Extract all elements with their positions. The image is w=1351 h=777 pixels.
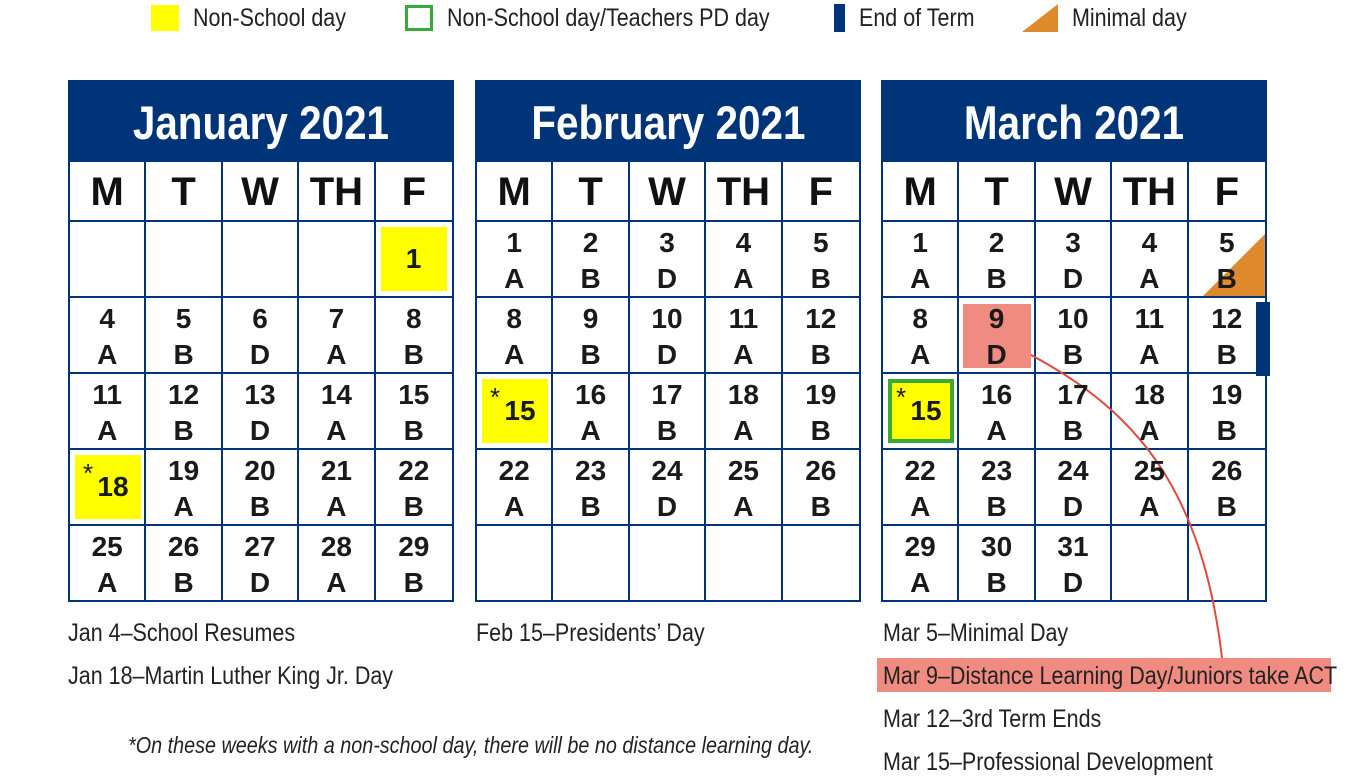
day-letter: B	[986, 567, 1007, 598]
day-letter: A	[1139, 339, 1160, 370]
day-number: 30	[981, 531, 1013, 562]
day-letter: B	[810, 415, 831, 446]
day-number-text: 15	[504, 395, 536, 426]
day-letter: B	[173, 567, 194, 598]
day-cell	[630, 450, 706, 526]
day-letter: D	[249, 415, 271, 446]
day-cell	[477, 222, 553, 298]
day-number: 5	[813, 227, 829, 258]
day-cell	[70, 374, 146, 450]
day-letter: A	[173, 491, 194, 522]
day-number: 8	[406, 303, 422, 334]
day-cell	[376, 222, 452, 298]
day-cell	[1189, 450, 1265, 526]
day-number: 9	[988, 303, 1005, 334]
day-cell	[783, 374, 859, 450]
day-number: 3	[659, 227, 675, 258]
day-cell	[706, 298, 782, 374]
day-letter: A	[910, 567, 931, 598]
day-number: 18	[1133, 379, 1165, 410]
day-number: 17	[1057, 379, 1089, 410]
day-letter: B	[810, 339, 831, 370]
day-letter: B	[986, 263, 1007, 294]
day-letter: A	[1139, 415, 1160, 446]
day-cell	[553, 298, 629, 374]
day-number: 9	[582, 303, 599, 334]
day-cell	[1189, 374, 1265, 450]
day-letter: A	[910, 263, 931, 294]
day-letter: B	[403, 567, 424, 598]
day-number	[75, 455, 141, 519]
note-mar-5: Mar 5–Minimal Day	[883, 619, 1069, 647]
asterisk: *	[490, 382, 501, 412]
weekday-header: TH	[299, 162, 375, 222]
day-letter: B	[173, 415, 194, 446]
day-number: 19	[805, 379, 837, 410]
day-letter: A	[733, 415, 754, 446]
day-letter: A	[326, 415, 347, 446]
day-number: 10	[651, 303, 683, 334]
day-cell	[553, 450, 629, 526]
note-jan-4: Jan 4–School Resumes	[68, 619, 296, 647]
day-letter: A	[97, 415, 118, 446]
day-cell	[1112, 526, 1188, 602]
day-number: 2	[582, 227, 599, 258]
day-number	[888, 379, 954, 443]
day-cell	[783, 526, 859, 602]
month-title	[883, 82, 1265, 162]
weekday-header: M	[477, 162, 553, 222]
day-number: 29	[398, 531, 430, 562]
day-letter: B	[986, 491, 1007, 522]
day-cell	[630, 298, 706, 374]
day-letter: D	[656, 263, 678, 294]
day-letter: B	[403, 415, 424, 446]
day-number: 11	[92, 379, 122, 410]
note-feb-15: Feb 15–Presidents’ Day	[476, 619, 705, 647]
day-cell	[376, 374, 452, 450]
asterisk: *	[83, 458, 94, 488]
day-cell	[1189, 222, 1265, 298]
day-number: 20	[244, 455, 276, 486]
day-letter: D	[986, 339, 1007, 370]
note-mar-15: Mar 15–Professional Development	[883, 748, 1213, 776]
day-number	[381, 227, 447, 291]
month-title	[477, 82, 859, 162]
day-number: 26	[168, 531, 200, 562]
day-number: 24	[1057, 455, 1089, 486]
day-cell	[783, 222, 859, 298]
day-cell	[1189, 526, 1265, 602]
day-cell	[299, 526, 375, 602]
day-cell	[553, 222, 629, 298]
note-jan-18: Jan 18–Martin Luther King Jr. Day	[68, 662, 394, 690]
legend-item-non-school-day	[151, 2, 371, 34]
day-cell	[706, 450, 782, 526]
month-title	[70, 82, 452, 162]
day-cell	[883, 450, 959, 526]
day-number: 1	[506, 227, 522, 258]
day-cell	[146, 526, 222, 602]
day-cell	[223, 374, 299, 450]
footnote: *On these weeks with a non-school day, there will be no distance learning day.	[128, 732, 814, 758]
day-number: 26	[1211, 455, 1243, 486]
day-letter: A	[504, 263, 525, 294]
day-letter: A	[326, 491, 347, 522]
day-number: 19	[1211, 379, 1243, 410]
note-mar-9: Mar 9–Distance Learning Day/Juniors take ACT	[883, 662, 1338, 690]
day-number: 19	[168, 455, 200, 486]
day-cell	[959, 298, 1035, 374]
day-cell	[1189, 298, 1265, 374]
day-letter: D	[1062, 491, 1084, 522]
weekday-header: TH	[1112, 162, 1188, 222]
day-letter: B	[173, 339, 194, 370]
day-cell	[1112, 450, 1188, 526]
day-cell	[959, 374, 1035, 450]
day-letter: A	[733, 491, 754, 522]
day-letter: A	[326, 567, 347, 598]
weekday-header: T	[146, 162, 222, 222]
day-number: 12	[1211, 303, 1243, 334]
weekday-header: M	[70, 162, 146, 222]
day-number: 8	[506, 303, 522, 334]
day-cell	[1112, 222, 1188, 298]
day-letter: B	[403, 491, 424, 522]
day-number: 2	[988, 227, 1005, 258]
month-title-text: February 2021	[530, 96, 806, 149]
day-number: 16	[575, 379, 607, 410]
day-cell	[477, 526, 553, 602]
day-cell	[783, 450, 859, 526]
yellow-square-icon	[151, 5, 179, 31]
weekday-header: W	[630, 162, 706, 222]
day-number: 5	[1219, 227, 1235, 258]
day-cell	[706, 526, 782, 602]
month-title-text: January 2021	[132, 96, 390, 149]
day-number: 23	[575, 455, 607, 486]
day-letter: B	[403, 339, 424, 370]
day-number: 17	[651, 379, 683, 410]
day-cell	[223, 526, 299, 602]
day-cell	[1036, 374, 1112, 450]
day-number: 4	[99, 303, 115, 334]
day-cell	[477, 298, 553, 374]
day-number: 3	[1065, 227, 1081, 258]
day-letter: B	[810, 263, 831, 294]
day-cell	[146, 450, 222, 526]
weekday-header: F	[376, 162, 452, 222]
weekday-header: W	[1036, 162, 1112, 222]
day-letter: A	[910, 491, 931, 522]
day-cell	[553, 374, 629, 450]
day-cell	[299, 450, 375, 526]
day-cell	[299, 298, 375, 374]
day-number: 29	[904, 531, 936, 562]
weekday-header: TH	[706, 162, 782, 222]
day-number: 14	[320, 379, 352, 410]
day-letter: B	[1062, 339, 1084, 370]
day-letter: B	[580, 339, 601, 370]
day-number: 26	[805, 455, 837, 486]
day-number-text: 18	[97, 471, 129, 502]
day-number: 12	[805, 303, 837, 334]
weekday-header: W	[223, 162, 299, 222]
day-letter: B	[580, 263, 601, 294]
day-cell	[70, 222, 146, 298]
day-cell	[376, 298, 452, 374]
day-number: 27	[244, 531, 276, 562]
legend-label: Non-School day	[193, 3, 346, 32]
day-number: 25	[91, 531, 123, 562]
day-number: 6	[252, 303, 268, 334]
day-number: 24	[651, 455, 683, 486]
legend	[0, 0, 1351, 40]
day-cell	[706, 374, 782, 450]
asterisk: *	[896, 382, 907, 412]
day-letter: D	[249, 567, 271, 598]
day-number: 5	[175, 303, 192, 334]
day-cell	[630, 374, 706, 450]
day-number-text: 1	[405, 243, 422, 274]
day-number: 13	[244, 379, 276, 410]
weekday-header: T	[959, 162, 1035, 222]
orange-triangle-icon	[1022, 4, 1058, 32]
day-cell	[299, 374, 375, 450]
day-letter: A	[1139, 491, 1160, 522]
day-number: 10	[1057, 303, 1089, 334]
day-cell	[959, 450, 1035, 526]
weekday-header: T	[553, 162, 629, 222]
day-cell	[477, 374, 553, 450]
day-cell	[959, 222, 1035, 298]
day-letter: B	[580, 491, 601, 522]
day-cell	[630, 526, 706, 602]
day-number: 12	[168, 379, 200, 410]
day-cell	[1036, 526, 1112, 602]
day-letter: B	[656, 415, 678, 446]
day-cell	[376, 526, 452, 602]
day-letter: A	[326, 339, 347, 370]
day-letter: D	[1062, 567, 1084, 598]
day-number: 18	[727, 379, 759, 410]
day-cell	[1036, 298, 1112, 374]
day-number: 15	[398, 379, 430, 410]
day-number: 22	[904, 455, 936, 486]
day-grid	[883, 162, 1265, 602]
day-number: 23	[981, 455, 1013, 486]
day-number: 16	[981, 379, 1013, 410]
day-cell	[146, 298, 222, 374]
day-letter: B	[1216, 339, 1237, 370]
day-number: 28	[320, 531, 352, 562]
day-number-text: 15	[910, 395, 942, 426]
day-letter: B	[1216, 415, 1237, 446]
day-cell	[883, 374, 959, 450]
day-letter: B	[249, 491, 271, 522]
calendar-february	[475, 80, 861, 602]
day-letter: D	[656, 339, 678, 370]
legend-label: Minimal day	[1072, 3, 1187, 32]
navy-bar-icon	[834, 4, 845, 32]
day-grid	[70, 162, 452, 602]
legend-item-teachers-pd-day	[405, 2, 822, 34]
day-number: 11	[728, 303, 759, 334]
day-letter: A	[97, 567, 118, 598]
day-number: 21	[320, 455, 352, 486]
day-letter: D	[656, 491, 678, 522]
day-cell	[883, 222, 959, 298]
day-cell	[299, 222, 375, 298]
day-cell	[553, 526, 629, 602]
day-cell	[223, 450, 299, 526]
day-number: 4	[1141, 227, 1158, 258]
day-cell	[630, 222, 706, 298]
weekday-header: F	[1189, 162, 1265, 222]
day-letter: A	[504, 491, 525, 522]
legend-item-minimal-day	[1022, 2, 1205, 34]
month-title-text: March 2021	[963, 96, 1185, 149]
day-number: 4	[735, 227, 752, 258]
legend-label: Non-School day/Teachers PD day	[447, 3, 770, 32]
day-letter: A	[504, 339, 525, 370]
day-number: 22	[398, 455, 430, 486]
day-number: 25	[1133, 455, 1165, 486]
day-cell	[883, 526, 959, 602]
day-cell	[146, 222, 222, 298]
note-mar-12: Mar 12–3rd Term Ends	[883, 705, 1102, 733]
day-letter: B	[1216, 491, 1237, 522]
day-letter: B	[1062, 415, 1084, 446]
day-cell	[1112, 374, 1188, 450]
weekday-header: M	[883, 162, 959, 222]
day-cell	[376, 450, 452, 526]
day-letter: D	[1062, 263, 1084, 294]
day-number: 11	[1134, 303, 1165, 334]
day-letter: B	[810, 491, 831, 522]
day-cell	[223, 222, 299, 298]
day-number: 31	[1057, 531, 1089, 562]
day-cell	[146, 374, 222, 450]
calendar-march	[881, 80, 1267, 602]
day-letter: A	[1139, 263, 1160, 294]
day-grid	[477, 162, 859, 602]
day-cell	[1112, 298, 1188, 374]
day-letter: A	[733, 263, 754, 294]
day-cell	[783, 298, 859, 374]
weekday-header: F	[783, 162, 859, 222]
legend-item-end-of-term	[834, 2, 993, 34]
day-cell	[223, 298, 299, 374]
green-outline-square-icon	[405, 5, 433, 31]
day-letter: A	[986, 415, 1007, 446]
day-number: 1	[912, 227, 928, 258]
day-number: 25	[727, 455, 759, 486]
day-letter: A	[733, 339, 754, 370]
day-cell	[706, 222, 782, 298]
day-letter: B	[1216, 263, 1237, 294]
day-cell	[70, 298, 146, 374]
day-number	[482, 379, 548, 443]
day-cell	[883, 298, 959, 374]
day-letter: A	[97, 339, 118, 370]
day-letter: A	[580, 415, 601, 446]
day-cell	[1036, 222, 1112, 298]
day-cell	[477, 450, 553, 526]
day-cell	[959, 526, 1035, 602]
day-letter: D	[249, 339, 271, 370]
day-cell	[70, 450, 146, 526]
day-letter: A	[910, 339, 931, 370]
day-number: 22	[498, 455, 530, 486]
legend-label: End of Term	[859, 3, 975, 32]
day-number: 8	[912, 303, 928, 334]
day-cell	[1036, 450, 1112, 526]
day-number: 7	[328, 303, 345, 334]
calendar-january	[68, 80, 454, 602]
day-cell	[70, 526, 146, 602]
